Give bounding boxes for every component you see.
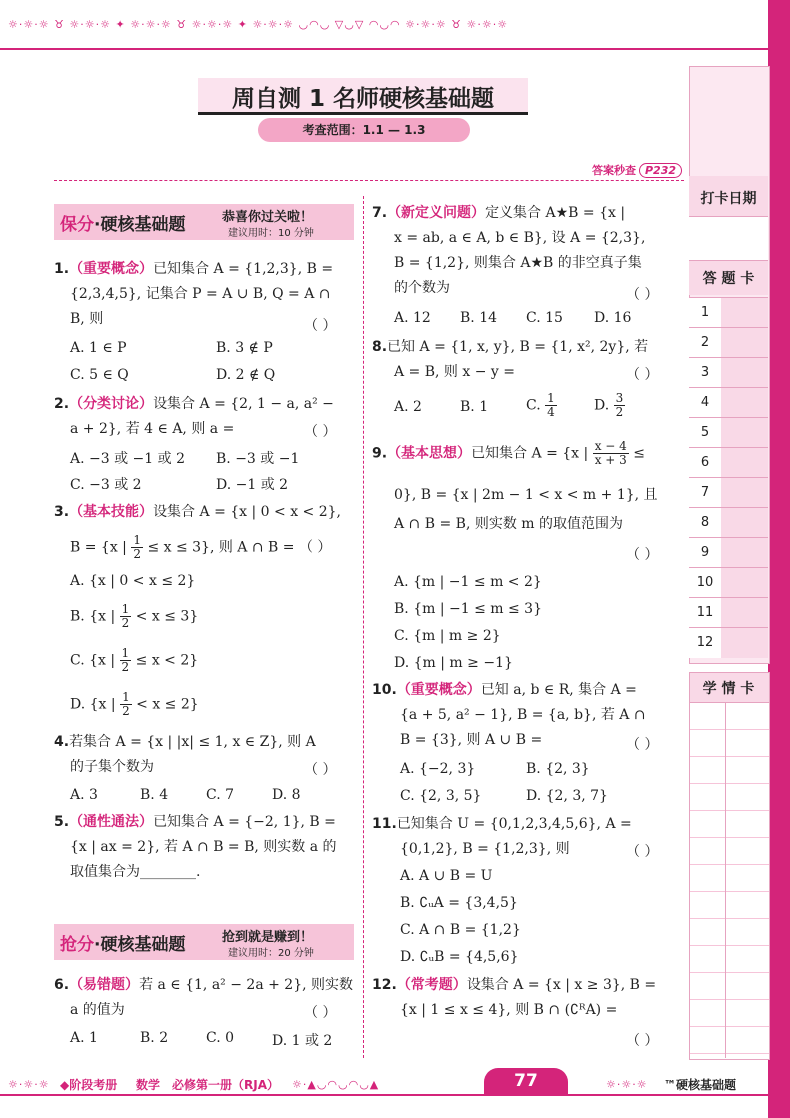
- q10-option-c: C. {2, 3, 5}: [400, 788, 482, 804]
- q2-num: 2.: [54, 396, 70, 412]
- q6-option-d: D. 1 或 2: [272, 1033, 333, 1049]
- question-12: [372, 973, 682, 1023]
- q3-line-2-suffix: ≤ x ≤ 3}, 则 A ∩ B = （ ）: [147, 539, 332, 556]
- q9-line-1: 已知集合 A = {x |: [471, 445, 589, 462]
- answer-row-3[interactable]: 3: [689, 357, 768, 388]
- answer-note-label: 答案秒查: [592, 164, 636, 177]
- q7-line-2: x = ab, a ∈ A, b ∈ B}, 设 A = {2,3},: [394, 230, 646, 246]
- section-2-name: ·硬核基础题: [94, 935, 186, 955]
- q10-num: 10.: [372, 682, 397, 698]
- q1-num: 1.: [54, 261, 70, 277]
- q6-line-1: 若 a ∈ {1, a² − 2a + 2}, 则实数: [139, 977, 354, 993]
- q5-line-2: {x | ax = 2}, 若 A ∩ B = B, 则实数 a 的: [70, 839, 337, 855]
- q5-tag: （通性通法）: [69, 814, 154, 830]
- q1-line-2: {2,3,4,5}, 记集合 P = A ∪ B, Q = A ∩: [70, 286, 331, 302]
- q8-answer-paren: （ ）: [626, 367, 659, 383]
- answer-row-5[interactable]: 5: [689, 417, 768, 448]
- q7-num: 7.: [372, 205, 388, 221]
- q1-line-3: B, 则: [70, 311, 104, 327]
- q8-option-b: B. 1: [460, 399, 489, 415]
- q3-option-c: C. {x | $\frac{1}{2}$ ≤ x < 2}: [70, 646, 199, 674]
- q9-option-c: C. {m | m ≥ 2}: [394, 628, 501, 644]
- q6-option-b: B. 2: [140, 1030, 169, 1046]
- section-1-lead: 保分: [60, 215, 94, 235]
- study-card-divider: [725, 702, 726, 1058]
- q10-tag: （重要概念）: [396, 682, 481, 698]
- page-number: 77: [484, 1068, 568, 1094]
- q4-option-c: C. 7: [206, 787, 235, 803]
- footer-brand: ™硬核基础题: [664, 1078, 737, 1092]
- q2-option-c: C. −3 或 2: [70, 477, 142, 493]
- answer-page-badge: P232: [639, 163, 682, 178]
- right-edge-strip: [768, 0, 790, 1118]
- q11-num: 11.: [372, 816, 397, 832]
- section-1-name: ·硬核基础题: [94, 215, 186, 235]
- q2-option-d: D. −1 或 2: [216, 477, 289, 493]
- q3-num: 3.: [54, 504, 70, 520]
- footer-rule: [0, 1094, 768, 1096]
- q11-line-1: 已知集合 U = {0,1,2,3,4,5,6}, A =: [396, 816, 632, 832]
- q1-option-c: C. 5 ∈ Q: [70, 367, 129, 383]
- q5-num: 5.: [54, 814, 70, 830]
- q12-answer-paren: （ ）: [626, 1033, 659, 1049]
- q4-num: 4.: [54, 734, 70, 750]
- q10-option-d: D. {2, 3, 7}: [526, 788, 608, 804]
- q7-option-a: A. 12: [394, 310, 431, 326]
- q10-option-b: B. {2, 3}: [526, 761, 590, 777]
- q6-option-c: C. 0: [206, 1030, 235, 1046]
- answer-lookup: [592, 162, 682, 178]
- q10-line-2: {a + 5, a² − 1}, B = {a, b}, 若 A ∩: [400, 707, 646, 723]
- q1-option-a: A. 1 ∈ P: [70, 340, 127, 356]
- q4-option-b: B. 4: [140, 787, 169, 803]
- q4-option-d: D. 8: [272, 787, 301, 803]
- section-1-title: [60, 210, 185, 235]
- q12-num: 12.: [372, 977, 397, 993]
- section-header-1: [54, 204, 354, 240]
- q3-line-2-frac: $\frac{1}{2}$: [133, 533, 141, 561]
- q2-tag: （分类讨论）: [69, 396, 154, 412]
- q1-option-b: B. 3 ∉ P: [216, 340, 273, 356]
- q9-option-b: B. {m | −1 ≤ m ≤ 3}: [394, 601, 542, 617]
- q8-option-a: A. 2: [394, 399, 422, 415]
- q4-line-2: 的子集个数为: [70, 759, 154, 775]
- scope-text: 考查范围：1.1 — 1.3: [302, 123, 426, 137]
- section-1-slogan: 恭喜你过关啦！: [222, 210, 314, 225]
- q1-option-d: D. 2 ∉ Q: [216, 367, 276, 383]
- q3-option-d: D. {x | $\frac{1}{2}$ < x ≤ 2}: [70, 690, 199, 718]
- answer-row-6[interactable]: 6: [689, 447, 768, 478]
- section-2-slogan: 抢到就是赚到！: [222, 930, 314, 945]
- q3-line-2: [70, 534, 331, 561]
- q12-tag: （常考题）: [396, 977, 467, 993]
- footer-series: [60, 1076, 117, 1093]
- footer-decor-left: ☼·☼·☼: [8, 1078, 50, 1091]
- q11-line-2: {0,1,2}, B = {1,2,3}, 则: [400, 841, 570, 857]
- question-9-line-1: [372, 440, 645, 467]
- q2-option-b: B. −3 或 −1: [216, 451, 300, 467]
- footer-decor-mid: ☼·▲◡◠◡◠◡▲: [292, 1078, 380, 1091]
- q11-option-a: A. A ∪ B = U: [400, 868, 493, 884]
- q7-line-1: 定义集合 A★B = {x |: [485, 205, 626, 221]
- column-separator: [363, 196, 364, 1058]
- q7-answer-paren: （ ）: [626, 287, 659, 303]
- question-5: [54, 810, 354, 885]
- study-card-grid[interactable]: [689, 702, 770, 1060]
- scope-pill: [258, 118, 470, 142]
- footer-series-text: 阶段考册: [69, 1078, 118, 1092]
- q9-answer-paren: （ ）: [626, 547, 659, 563]
- answer-row-9[interactable]: 9: [689, 537, 768, 568]
- q7-option-d: D. 16: [594, 310, 632, 326]
- q2-line-2: a + 2}, 若 4 ∈ A, 则 a =: [70, 421, 235, 437]
- study-card-label: 学 情 卡: [702, 681, 755, 697]
- q8-line-1: 已知 A = {1, x, y}, B = {1, x², 2y}, 若: [387, 339, 649, 355]
- footer-subject: 数学: [136, 1078, 161, 1092]
- q11-option-b: B. ∁ᵤA = {3,4,5}: [400, 895, 518, 911]
- q8-line-2: A = B, 则 x − y =: [394, 364, 515, 380]
- q7-option-b: B. 14: [460, 310, 498, 326]
- q7-option-c: C. 15: [526, 310, 563, 326]
- q9-frac: $\frac{x - 4}{x + 3}$: [594, 439, 627, 467]
- q9-line-3: A ∩ B = B, 则实数 m 的取值范围为: [394, 516, 624, 532]
- q6-tag: （易错题）: [69, 977, 140, 993]
- q4-line-1: 若集合 A = {x | |x| ≤ 1, x ∈ Z}, 则 A: [69, 734, 316, 750]
- answer-row-2[interactable]: 2: [689, 327, 768, 358]
- answer-card-label: 答 题 卡: [702, 271, 755, 287]
- q7-tag: （新定义问题）: [387, 205, 486, 221]
- section-1-time: 建议用时：10 分钟: [228, 228, 314, 239]
- footer-decor-right: ☼·☼·☼: [606, 1078, 648, 1091]
- q9-num: 9.: [372, 445, 388, 462]
- answer-row-10[interactable]: 10: [689, 567, 768, 598]
- q7-line-4: 的个数为: [394, 280, 450, 296]
- q10-option-a: A. {−2, 3}: [400, 761, 476, 777]
- q6-num: 6.: [54, 977, 70, 993]
- q10-line-3: B = {3}, 则 A ∪ B =: [400, 732, 543, 748]
- q5-line-3: 取值集合为________.: [70, 864, 201, 880]
- answer-row-4[interactable]: 4: [689, 387, 768, 418]
- section-2-lead: 抢分: [60, 935, 94, 955]
- q11-option-c: C. A ∩ B = {1,2}: [400, 922, 521, 938]
- q4-option-a: A. 3: [70, 787, 98, 803]
- q2-answer-paren: （ ）: [304, 424, 337, 440]
- q10-answer-paren: （ ）: [626, 737, 659, 753]
- q1-answer-paren: （ ）: [304, 318, 337, 334]
- question-3: [54, 500, 354, 525]
- q2-option-a: A. −3 或 −1 或 2: [70, 451, 185, 467]
- section-header-2: [54, 924, 354, 960]
- q1-line-1: 已知集合 A = {1,2,3}, B =: [153, 261, 334, 277]
- q6-answer-paren: （ ）: [304, 1005, 337, 1021]
- answer-row-12[interactable]: 12: [689, 627, 768, 658]
- q11-option-d: D. ∁ᵤB = {4,5,6}: [400, 949, 519, 965]
- header-divider: [54, 180, 684, 181]
- q3-line-1: 设集合 A = {x | 0 < x < 2},: [153, 504, 342, 520]
- q9-line-1-suffix: ≤: [633, 445, 645, 462]
- section-2-title: [60, 930, 185, 955]
- q9-tag: （基本思想）: [387, 445, 472, 462]
- q8-num: 8.: [372, 339, 388, 355]
- q9-option-a: A. {m | −1 ≤ m < 2}: [394, 574, 542, 590]
- q8-option-c: C. $\frac{1}{4}$: [526, 391, 555, 419]
- q6-line-2: a 的值为: [70, 1002, 125, 1018]
- q12-line-2: {x | 1 ≤ x ≤ 4}, 则 B ∩ (∁ᴿA) =: [400, 1002, 618, 1018]
- answer-row-8[interactable]: 8: [689, 507, 768, 538]
- q7-line-3: B = {1,2}, 则集合 A★B 的非空真子集: [394, 255, 642, 271]
- question-9: [394, 483, 684, 537]
- q11-answer-paren: （ ）: [626, 844, 659, 860]
- page-title: 周自测 1 名师硬核基础题: [231, 86, 495, 112]
- q1-tag: （重要概念）: [69, 261, 154, 277]
- diamond-icon: ◆: [60, 1078, 70, 1092]
- q2-line-1: 设集合 A = {2, 1 − a, a² −: [153, 396, 334, 412]
- q3-option-a: A. {x | 0 < x ≤ 2}: [70, 573, 196, 589]
- q12-line-1: 设集合 A = {x | x ≥ 3}, B =: [466, 977, 657, 993]
- footer-book: 必修第一册（RJA）: [172, 1078, 279, 1092]
- q9-option-d: D. {m | m ≥ −1}: [394, 655, 513, 671]
- q8-option-d: D. $\frac{3}{2}$: [594, 391, 624, 419]
- answer-row-11[interactable]: 11: [689, 597, 768, 628]
- answer-row-7[interactable]: 7: [689, 477, 768, 508]
- q9-line-2: 0}, B = {x | 2m − 1 < x < m + 1}, 且: [394, 487, 658, 503]
- section-2-time: 建议用时：20 分钟: [228, 948, 314, 959]
- q3-tag: （基本技能）: [69, 504, 154, 520]
- q3-line-2-prefix: B = {x |: [70, 539, 127, 556]
- q10-line-1: 已知 a, b ∈ R, 集合 A =: [480, 682, 637, 698]
- q6-option-a: A. 1: [70, 1030, 98, 1046]
- checkin-field[interactable]: [689, 216, 768, 261]
- checkin-label: 打卡日期: [700, 191, 757, 207]
- top-decor-border: ☼·☼·☼ ♉ ☼·☼·☼ ✦ ☼·☼·☼ ♉ ☼·☼·☼ ✦ ☼·☼·☼ ◡◠◡ ▽◡▽ ◠◡◠ ☼·☼·☼ ♉ ☼·☼·☼: [8, 18, 509, 31]
- q3-option-b: B. {x | $\frac{1}{2}$ < x ≤ 3}: [70, 602, 199, 630]
- q5-line-1: 已知集合 A = {−2, 1}, B =: [153, 814, 336, 830]
- answer-row-1[interactable]: 1: [689, 297, 768, 328]
- top-rule: [0, 48, 768, 50]
- q4-answer-paren: （ ）: [304, 762, 337, 778]
